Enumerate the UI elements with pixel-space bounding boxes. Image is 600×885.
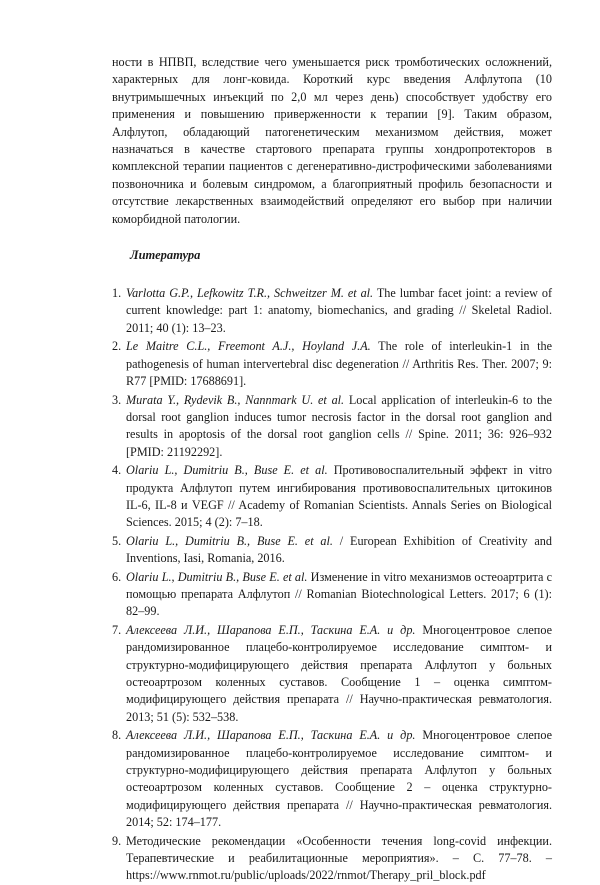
references-heading: Литература (130, 248, 201, 263)
reference-number: 3. (112, 392, 122, 407)
reference-authors: Le Maitre C.L., Freemont A.J., Hoyland J.A. (126, 339, 371, 354)
reference-item (112, 392, 552, 462)
reference-authors: Алексеева Л.И., Шарапова Е.П., Таскина Е.А. и др. (126, 728, 416, 743)
reference-text: Методические рекомендации «Особенности течения long-covid инфекции. Терапевтические и реабилитационные мероприятия». – С. 77–78. – https://www.rnmot.ru/public/uploads/2022/rnmot/Therapy_pril_block.pdf (126, 833, 552, 883)
reference-authors: Olariu L., Dumitriu B., Buse E. et al. (126, 569, 308, 584)
reference-number: 7. (112, 622, 122, 637)
reference-text: The role of interleukin-1 in the pathogenesis of human intervertebral disc degeneration // Arthritis Res. Ther. 2007; 9: R77 [PMID: 17688691]. (126, 339, 552, 389)
reference-item (112, 727, 552, 831)
reference-item (112, 622, 552, 726)
reference-item (112, 285, 552, 337)
references-list (112, 285, 552, 885)
reference-number: 6. (112, 569, 122, 584)
reference-item (112, 462, 552, 532)
reference-authors: Алексеева Л.И., Шарапова Е.П., Таскина Е.А. и др. (126, 622, 416, 637)
reference-number: 4. (112, 463, 122, 478)
reference-authors: Olariu L., Dumitriu B., Buse E. et al. (126, 463, 328, 478)
reference-text: Изменение in vitro механизмов остеоартрита с помощью препарата Алфлутоп // Romanian Biotechnological Letters. 2017; 6 (1): 82–99. (126, 569, 552, 619)
reference-number: 8. (112, 728, 122, 743)
reference-authors: Olariu L., Dumitriu B., Buse E. et al. (126, 533, 333, 548)
reference-text: / European Exhibition of Creativity and Inventions, Iasi, Romania, 2016. (126, 533, 552, 566)
reference-number: 9. (112, 833, 122, 848)
reference-item (112, 338, 552, 390)
reference-number: 2. (112, 339, 122, 354)
reference-number: 1. (112, 286, 122, 301)
reference-item (112, 533, 552, 568)
reference-item (112, 569, 552, 621)
reference-text: Многоцентровое слепое рандомизированное плацебо-контролируемое исследование симптом- и структурно-модифицирующего действия препарата Алфлутоп у больных остеоартрозом коленных суставов. Сообщение 2 – оценка структурно-модифицирующего действия препарата // Научно-практическая ревматология. 2014; 52: 174–177. (126, 728, 552, 830)
reference-authors: Murata Y., Rydevik B., Nannmark U. et al. (126, 392, 345, 407)
reference-text: Многоцентровое слепое рандомизированное плацебо-контролируемое исследование симптом- и структурно-модифицирующего действия препарата Алфлутоп у больных остеоартрозом коленных суставов. Сообщение 1 – оценка симптом-модифицирующего действия препарата // Научно-практическая ревматология. 2013; 51 (5): 532–538. (126, 622, 552, 724)
reference-authors: Varlotta G.P., Lefkowitz T.R., Schweitzer M. et al. (126, 286, 374, 301)
reference-text: Local application of interleukin-6 to the dorsal root ganglion induces tumor necrosis factor in the dorsal root ganglion and results in apoptosis of the dorsal root ganglion cells // Spine. 2011; 36: 926–932 [PMID: 21192292]. (126, 392, 552, 459)
reference-item (112, 833, 552, 885)
reference-text: The lumbar facet joint: a review of current knowledge: part 1: anatomy, biomechanics, and grading // Skeletal Radiol. 2011; 40 (1): 13–23. (126, 286, 552, 335)
reference-number: 5. (112, 533, 122, 548)
reference-text: Противовоспалительный эффект in vitro продукта Алфлутоп путем ингибирования противовоспалительных цитокинов IL-6, IL-8 и VEGF // Academy of Romanian Scientists. Annals Series on Biological Sciences. 2015; 4 (2): 7–18. (126, 463, 552, 530)
intro-paragraph: ности в НПВП, вследствие чего уменьшается риск тромботических осложнений, характерных для лонг-ковида. Короткий курс введения Алфлутопа (10 внутримышечных инъекций по 2,0 мл через день) способствует удобству его применения и повышению приверженности к терапии [9]. Таким образом, Алфлутоп, обладающий патогенетическим механизмом действия, может назначаться в качестве стартового препарата группы хондропротекторов в комплексной терапии пациентов с дегенеративно-дистрофическими заболеваниями позвоночника и болевым синдромом, а благоприятный профиль безопасности и отсутствие лекарственных взаимодействий определяют его выбор при наличии коморбидной патологии. (112, 55, 552, 226)
